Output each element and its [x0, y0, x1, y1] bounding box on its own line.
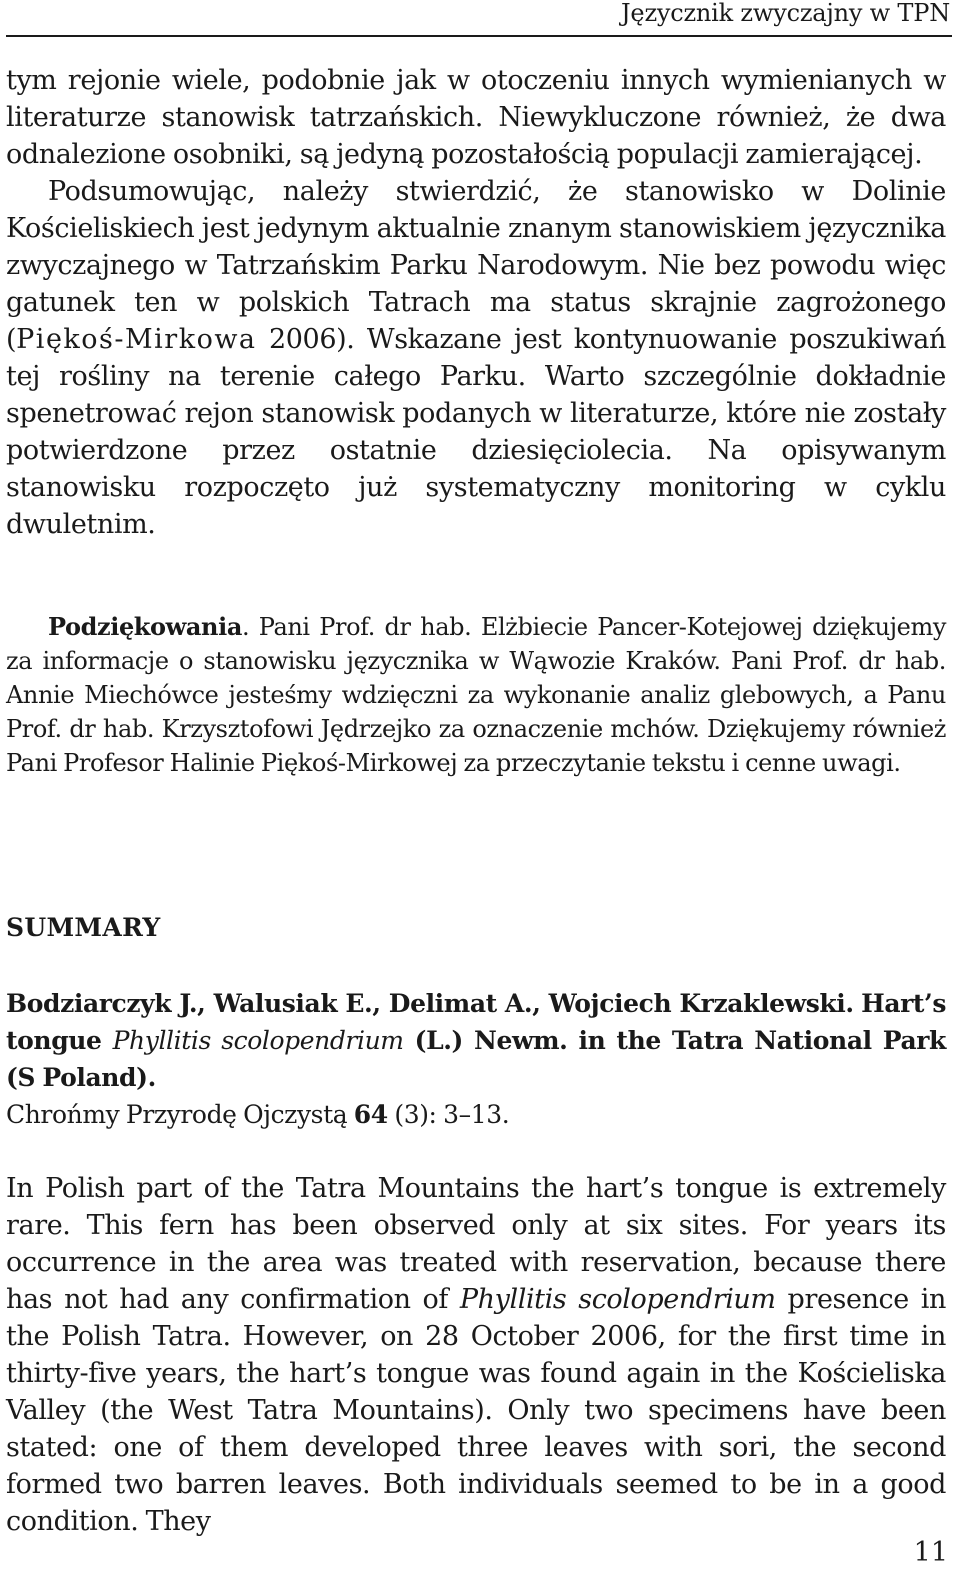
citation-title-block [6, 985, 946, 1096]
citation-pages: (3): 3–13. [387, 1100, 510, 1129]
running-head: Języcznik zwyczajny w TPN [621, 0, 950, 27]
summary-heading: SUMMARY [6, 913, 161, 942]
intro-paragraph-2-end: 2006). Wskazane jest kontynuowanie poszukiwań tej rośliny na terenie całego Parku. Warto szczególnie dokładnie spenetrować rejon stanowisk podanych w literaturze, które nie zostały potwierdzone przez ostatnie dziesięciolecia. Na opisywanym stanowisku rozpoczęto już systematyczny monitoring w cyklu dwuletnim. [6, 324, 946, 540]
page-number: 11 [913, 1537, 948, 1568]
acknowledgements-text: . Pani Prof. dr hab. Elżbiecie Pancer-Kotejowej dziękujemy za informacje o stanowisku języcznika w Wąwozie Kraków. Pani Prof. dr hab. Annie Miechówce jesteśmy wdzięczni za wykonanie analiz glebowych, a Panu Prof. dr hab. Krzysztofowi Jędrzejko za oznaczenie mchów. Dziękujemy również Pani Profesor Halinie Piękoś-Mirkowej za przeczytanie tekstu i cenne uwagi. [6, 613, 946, 777]
acknowledgements-paragraph [6, 610, 946, 780]
citation-source [6, 1096, 946, 1133]
abstract-species: Phyllitis scolopendrium [459, 1284, 776, 1315]
citation-title-end: (L.) Newm. in the Tatra National Park (S Poland). [6, 1026, 946, 1092]
acknowledgements-section [6, 610, 946, 780]
citation-journal: Chrońmy Przyrodę Ojczystą [6, 1100, 354, 1129]
intro-citation-author: Piękoś-Mirkowa [16, 324, 257, 355]
abstract-paragraph [6, 1170, 946, 1540]
intro-section [6, 62, 946, 543]
abstract-section [6, 1170, 946, 1540]
intro-paragraph-2 [6, 173, 946, 543]
abstract-part-1: In Polish part of the Tatra Mountains the hart’s tongue is extremely rare. This fern has been observed only at six sites. For years its occurrence in the area was treated with reservation, because there has not had any confirmation of [6, 1173, 946, 1315]
intro-paragraph-2-start: Podsumowując, należy stwierdzić, że stanowisko w Dolinie Kościeliskiech jest jedynym aktualnie znanym stanowiskiem języcznika zwyczajnego w Tatrzańskim Parku Narodowym. Nie bez powodu więc gatunek ten w polskich Tatrach ma status skrajnie zagrożonego ( [6, 176, 946, 355]
intro-paragraph-1: tym rejonie wiele, podobnie jak w otoczeniu innych wymienianych w literaturze stanowisk tatrzańskich. Niewykluczone również, że dwa odnalezione osobniki, są jedyną pozostałością populacji zamierającej. [6, 65, 946, 170]
header-rule [6, 35, 952, 37]
citation-title-start: Hart’s tongue [6, 989, 947, 1055]
citation-volume: 64 [353, 1100, 388, 1129]
acknowledgements-label: Podziękowania [48, 612, 242, 641]
citation-authors: Bodziarczyk J., Walusiak E., Delimat A., Wojciech Krzaklewski. [6, 989, 854, 1018]
citation-section [6, 985, 946, 1133]
abstract-part-2: presence in the Polish Tatra. However, on 28 October 2006, for the first time in thirty-five years, the hart’s tongue was found again in the Kościeliska Valley (the West Tatra Mountains). Only two specimens have been stated: one of them developed three leaves with sori, the second formed two barren leaves. Both individuals seemed to be in a good condition. They [6, 1284, 946, 1537]
citation-species: Phyllitis scolopendrium [112, 1026, 404, 1055]
